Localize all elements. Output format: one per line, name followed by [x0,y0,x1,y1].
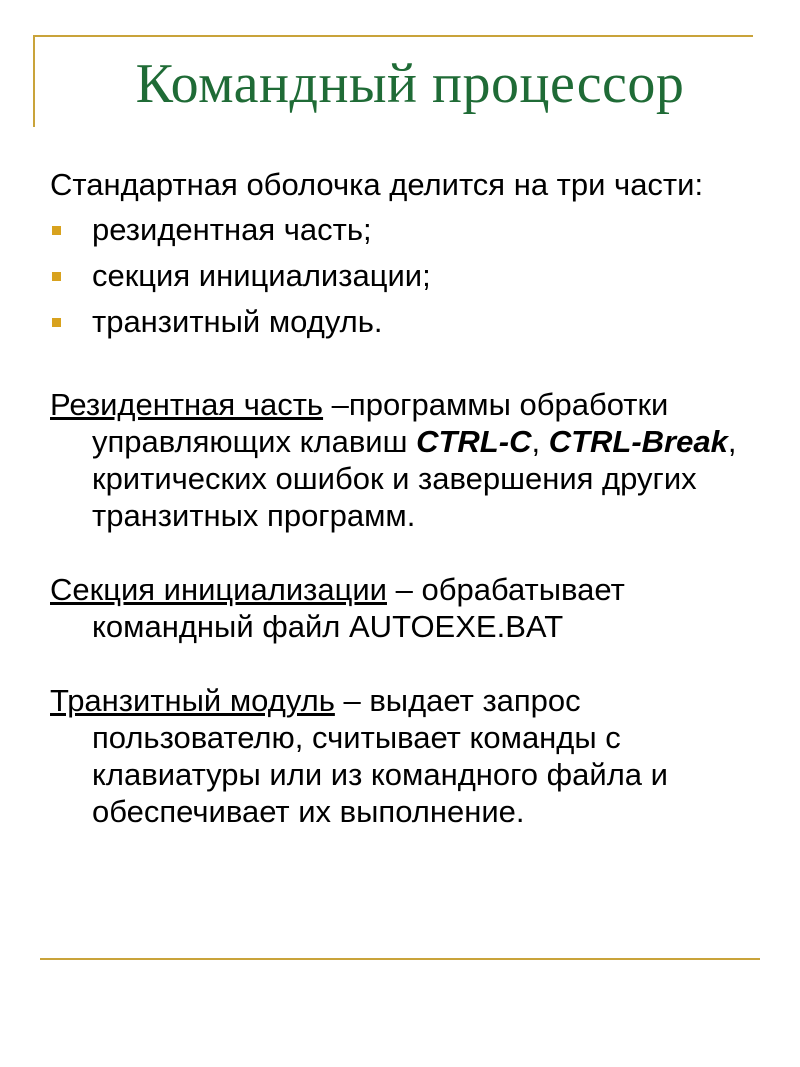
init-definition [50,571,760,645]
init-term: Секция инициализации [50,572,387,607]
bullet-text: транзитный модуль. [92,304,383,339]
bullet-item [50,257,760,294]
resident-text-after: , критических ошибок и завершения других транзитных программ. [92,424,737,533]
intro-paragraph: Стандартная оболочка делится на три части: [50,167,704,202]
frame-top-line [33,35,753,37]
frame-bottom-line [40,958,760,960]
init-text: – обрабатывает командный файл AUTOEXE.BAT [92,572,625,644]
spacer [50,534,760,571]
square-bullet-icon [52,272,61,281]
transit-definition [50,682,760,830]
slide-title: Командный процессор [135,53,685,115]
frame-left-line [33,35,35,127]
ctrl-break-key: CTRL-Break [548,424,728,459]
transit-text: – выдает запрос пользователю, считывает команды с клавиатуры или из командного файла и обеспечивает их выполнение. [92,683,668,829]
transit-term: Транзитный модуль [50,683,335,718]
spacer [50,645,760,682]
bullet-list [50,211,760,340]
slide-body [50,166,760,830]
spacer [50,349,760,386]
bullet-item [50,303,760,340]
bullet-text: резидентная часть; [92,212,372,247]
key-separator: , [531,424,549,459]
bullet-text: секция инициализации; [92,258,431,293]
resident-definition [50,386,760,534]
resident-term: Резидентная часть [50,387,324,422]
square-bullet-icon [52,318,61,327]
square-bullet-icon [52,226,61,235]
resident-text-before: –программы обработки управляющих клавиш [92,387,669,459]
bullet-item [50,211,760,248]
ctrl-c-key: CTRL-C [416,424,532,459]
